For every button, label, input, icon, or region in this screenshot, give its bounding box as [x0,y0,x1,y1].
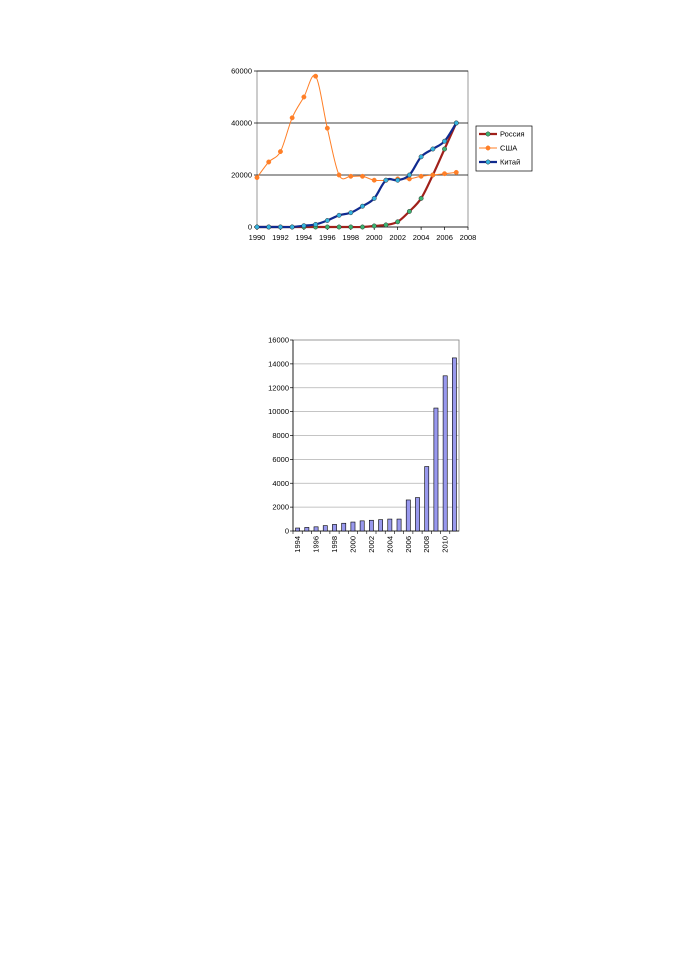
series-point [325,218,329,222]
bar [443,376,447,531]
x-tick-label: 1998 [330,536,339,553]
x-tick-label: 2000 [348,536,358,553]
legend-marker [486,146,490,150]
series-point [267,160,271,164]
series-point [372,196,376,200]
bar [379,520,383,531]
series-point [325,225,329,229]
bar [415,498,419,531]
series-point [337,173,341,177]
series-point [255,225,259,229]
series-point [395,178,399,182]
series-point [325,126,329,130]
series-point [290,116,294,120]
legend-label: Китай [500,157,521,167]
x-tick-label: 2004 [385,536,395,553]
bar [360,521,364,531]
y-tick-label: 2000 [272,502,289,512]
bar [314,527,318,531]
series-point [372,224,376,228]
x-tick-label: 2000 [365,233,383,242]
y-tick-label: 10000 [268,407,289,417]
series-point [454,170,458,174]
series-point [454,121,458,125]
series-point [267,225,271,229]
x-tick-label: 2002 [366,536,376,553]
series-point [302,95,306,99]
y-tick-label: 12000 [268,383,289,393]
y-tick-label: 40000 [231,118,252,128]
bar [369,520,373,531]
series-point [419,155,423,159]
x-tick-label: 1996 [318,233,336,242]
series-point [431,147,435,151]
series-point [360,204,364,208]
series-point [313,222,317,226]
series-point [313,74,317,78]
series-point [349,211,353,215]
y-tick-label: 0 [284,526,289,536]
series-point [337,225,341,229]
legend-label: США [500,143,518,153]
x-tick-label: 2008 [459,233,477,242]
bar [425,467,429,531]
bar [342,523,346,531]
y-tick-label: 20000 [231,170,252,180]
legend-marker [486,160,490,164]
bar [434,408,438,531]
bar [406,500,410,531]
x-tick-label: 1992 [272,233,289,242]
y-tick-label: 0 [247,222,252,232]
bar [397,519,401,531]
x-tick-label: 2010 [440,536,450,553]
bar [388,519,392,531]
legend-label: Россия [500,129,525,139]
series-point [302,224,306,228]
x-tick-label: 1998 [342,233,360,242]
x-tick-label: 1990 [248,233,266,242]
series-point [442,139,446,143]
series-point [290,225,294,229]
series-point [278,225,282,229]
y-tick-label: 16000 [268,335,289,345]
x-tick-label: 2006 [403,536,413,553]
y-tick-label: 14000 [268,359,289,369]
bar [452,358,456,531]
series-point [384,223,388,227]
series-point [442,172,446,176]
series-point [349,174,353,178]
bar-chart [268,336,459,553]
series-point [419,196,423,200]
x-tick-label: 1994 [293,536,303,553]
series-point [278,149,282,153]
y-tick-label: 60000 [231,66,252,76]
series-point [442,147,446,151]
x-tick-label: 2002 [389,233,407,242]
series-point [407,209,411,213]
series-point [349,225,353,229]
series-point [255,175,259,179]
line-chart [231,67,532,243]
bar [323,526,327,531]
y-tick-label: 4000 [272,478,289,488]
bar [351,522,355,531]
bar [332,524,336,531]
x-tick-label: 2006 [436,233,453,242]
series-point [431,173,435,177]
series-point [407,173,411,177]
x-tick-label: 2008 [422,536,432,553]
series-point [360,174,364,178]
series-point [337,213,341,217]
series-point [360,225,364,229]
x-tick-label: 2004 [412,233,430,242]
bar [296,528,300,531]
plot-area [257,71,468,227]
y-tick-label: 6000 [272,454,289,464]
bar [305,527,309,531]
y-tick-label: 8000 [272,431,289,440]
series-point [395,220,399,224]
series-point [372,178,376,182]
x-tick-label: 1994 [295,233,313,242]
legend-marker [486,132,490,136]
series-point [384,178,388,182]
x-tick-label: 1996 [311,536,321,553]
series-point [419,174,423,178]
